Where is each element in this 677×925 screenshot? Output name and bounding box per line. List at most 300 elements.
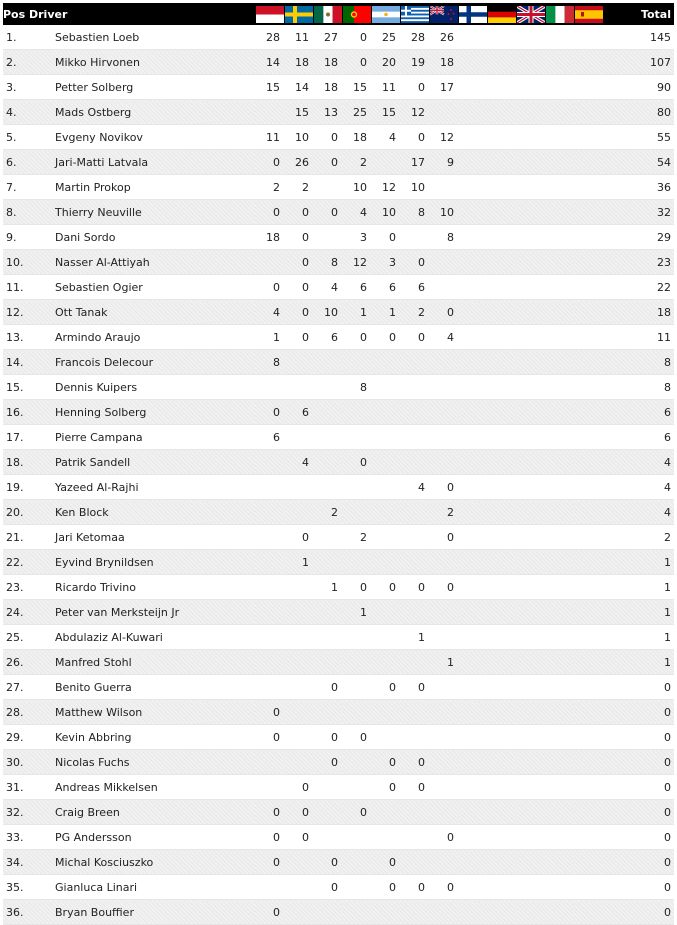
points-cell — [487, 650, 516, 675]
points-cell — [516, 575, 545, 600]
total-header: Total — [603, 3, 674, 25]
points-cell — [458, 450, 487, 475]
points-cell — [516, 825, 545, 850]
position-cell: 2. — [3, 50, 29, 75]
points-cell — [487, 250, 516, 275]
driver-name-cell: Benito Guerra — [29, 675, 255, 700]
points-cell — [516, 200, 545, 225]
position-cell: 15. — [3, 375, 29, 400]
points-cell: 0 — [371, 325, 400, 350]
points-cell: 15 — [371, 100, 400, 125]
points-cell: 28 — [400, 25, 429, 50]
position-cell: 18. — [3, 450, 29, 475]
points-cell — [284, 875, 313, 900]
points-cell — [458, 750, 487, 775]
points-cell — [371, 625, 400, 650]
points-cell — [545, 375, 574, 400]
points-cell — [458, 100, 487, 125]
driver-name-cell: Jari Ketomaa — [29, 525, 255, 550]
position-cell: 5. — [3, 125, 29, 150]
points-cell: 0 — [255, 850, 284, 875]
position-cell: 24. — [3, 600, 29, 625]
points-cell — [371, 500, 400, 525]
points-cell — [516, 100, 545, 125]
points-cell — [516, 550, 545, 575]
driver-name-cell: Ken Block — [29, 500, 255, 525]
points-cell — [429, 800, 458, 825]
points-cell — [487, 625, 516, 650]
points-cell: 0 — [255, 700, 284, 725]
points-cell — [342, 550, 371, 575]
points-cell: 6 — [342, 275, 371, 300]
points-cell — [516, 325, 545, 350]
total-points-cell: 0 — [603, 700, 674, 725]
points-cell — [458, 675, 487, 700]
points-cell: 0 — [342, 800, 371, 825]
points-cell — [487, 200, 516, 225]
points-cell — [487, 725, 516, 750]
points-cell — [574, 475, 603, 500]
driver-name-cell: Ricardo Trivino — [29, 575, 255, 600]
points-cell — [458, 625, 487, 650]
points-cell: 0 — [284, 525, 313, 550]
points-cell: 0 — [400, 125, 429, 150]
points-cell — [313, 350, 342, 375]
points-cell — [458, 400, 487, 425]
position-cell: 10. — [3, 250, 29, 275]
points-cell: 0 — [400, 575, 429, 600]
points-cell: 0 — [255, 825, 284, 850]
total-points-cell: 0 — [603, 850, 674, 875]
points-cell — [516, 50, 545, 75]
position-cell: 21. — [3, 525, 29, 550]
total-points-cell: 29 — [603, 225, 674, 250]
points-cell: 6 — [371, 275, 400, 300]
points-cell — [458, 300, 487, 325]
points-cell — [371, 600, 400, 625]
points-cell — [458, 325, 487, 350]
points-cell — [545, 325, 574, 350]
total-points-cell: 2 — [603, 525, 674, 550]
points-cell — [458, 75, 487, 100]
driver-name-cell: Francois Delecour — [29, 350, 255, 375]
points-cell: 14 — [284, 75, 313, 100]
points-cell — [545, 625, 574, 650]
points-cell: 18 — [429, 50, 458, 75]
points-cell: 0 — [342, 725, 371, 750]
points-cell — [545, 25, 574, 50]
points-cell — [255, 250, 284, 275]
points-cell — [487, 750, 516, 775]
points-cell — [429, 775, 458, 800]
points-cell — [487, 875, 516, 900]
points-cell — [458, 600, 487, 625]
driver-name-cell: Jari-Matti Latvala — [29, 150, 255, 175]
points-cell: 2 — [400, 300, 429, 325]
total-points-cell: 36 — [603, 175, 674, 200]
position-cell: 3. — [3, 75, 29, 100]
driver-name-cell: Bryan Bouffier — [29, 900, 255, 925]
points-cell: 0 — [284, 225, 313, 250]
points-cell — [516, 400, 545, 425]
points-cell: 1 — [255, 325, 284, 350]
table-row — [3, 575, 674, 600]
points-cell: 12 — [429, 125, 458, 150]
total-points-cell: 0 — [603, 675, 674, 700]
points-cell — [458, 200, 487, 225]
points-cell: 0 — [313, 200, 342, 225]
points-cell: 4 — [400, 475, 429, 500]
points-cell — [487, 900, 516, 925]
points-cell — [284, 500, 313, 525]
points-cell — [516, 150, 545, 175]
points-cell — [516, 850, 545, 875]
points-cell — [516, 475, 545, 500]
points-cell — [574, 550, 603, 575]
points-cell — [574, 425, 603, 450]
points-cell — [400, 400, 429, 425]
points-cell: 10 — [284, 125, 313, 150]
points-cell: 0 — [313, 675, 342, 700]
points-cell — [516, 225, 545, 250]
table-row — [3, 400, 674, 425]
points-cell — [516, 350, 545, 375]
points-cell — [545, 75, 574, 100]
points-cell: 27 — [313, 25, 342, 50]
table-row — [3, 775, 674, 800]
points-cell — [458, 350, 487, 375]
points-cell — [574, 900, 603, 925]
points-cell: 1 — [400, 625, 429, 650]
table-row — [3, 450, 674, 475]
points-cell: 0 — [342, 325, 371, 350]
total-points-cell: 0 — [603, 825, 674, 850]
points-cell — [574, 625, 603, 650]
points-cell — [458, 425, 487, 450]
points-cell — [400, 525, 429, 550]
driver-name-cell: Eyvind Brynildsen — [29, 550, 255, 575]
points-cell: 8 — [255, 350, 284, 375]
points-cell: 10 — [342, 175, 371, 200]
points-cell — [255, 650, 284, 675]
points-cell — [400, 350, 429, 375]
points-cell — [487, 600, 516, 625]
points-cell: 2 — [429, 500, 458, 525]
position-cell: 33. — [3, 825, 29, 850]
standings-table — [3, 3, 674, 925]
driver-name-cell: Evgeny Novikov — [29, 125, 255, 150]
points-cell: 18 — [255, 225, 284, 250]
points-cell — [313, 525, 342, 550]
points-cell: 1 — [284, 550, 313, 575]
points-cell: 10 — [313, 300, 342, 325]
points-cell: 0 — [429, 575, 458, 600]
points-cell: 17 — [400, 150, 429, 175]
points-cell — [545, 725, 574, 750]
points-cell — [371, 525, 400, 550]
points-cell: 0 — [371, 225, 400, 250]
points-cell — [545, 225, 574, 250]
points-cell — [313, 700, 342, 725]
position-cell: 14. — [3, 350, 29, 375]
points-cell — [342, 625, 371, 650]
driver-name-cell: Thierry Neuville — [29, 200, 255, 225]
points-cell — [313, 775, 342, 800]
points-cell — [371, 825, 400, 850]
points-cell — [487, 25, 516, 50]
points-cell: 0 — [313, 725, 342, 750]
total-points-cell: 4 — [603, 475, 674, 500]
points-cell — [371, 725, 400, 750]
points-cell — [429, 400, 458, 425]
points-cell — [400, 800, 429, 825]
driver-name-cell: PG Andersson — [29, 825, 255, 850]
points-cell — [487, 700, 516, 725]
total-points-cell: 8 — [603, 350, 674, 375]
points-cell — [458, 175, 487, 200]
points-cell — [574, 125, 603, 150]
points-cell — [516, 250, 545, 275]
points-cell — [342, 500, 371, 525]
points-cell — [400, 900, 429, 925]
position-cell: 4. — [3, 100, 29, 125]
position-cell: 32. — [3, 800, 29, 825]
points-cell — [574, 850, 603, 875]
points-cell — [429, 675, 458, 700]
points-cell — [574, 225, 603, 250]
points-cell — [255, 500, 284, 525]
points-cell: 2 — [255, 175, 284, 200]
points-cell — [574, 700, 603, 725]
points-cell: 0 — [400, 875, 429, 900]
points-cell — [516, 750, 545, 775]
total-points-cell: 1 — [603, 575, 674, 600]
points-cell — [574, 750, 603, 775]
points-cell — [545, 500, 574, 525]
points-cell: 4 — [371, 125, 400, 150]
driver-name-cell: Sebastien Loeb — [29, 25, 255, 50]
points-cell — [400, 500, 429, 525]
points-cell — [545, 250, 574, 275]
points-cell — [574, 200, 603, 225]
total-points-cell: 145 — [603, 25, 674, 50]
points-cell — [458, 250, 487, 275]
position-cell: 16. — [3, 400, 29, 425]
driver-name-cell: Nicolas Fuchs — [29, 750, 255, 775]
points-cell — [284, 375, 313, 400]
points-cell — [516, 625, 545, 650]
points-cell: 0 — [342, 50, 371, 75]
points-cell — [487, 475, 516, 500]
points-cell — [429, 700, 458, 725]
points-cell — [400, 650, 429, 675]
points-cell: 0 — [255, 400, 284, 425]
points-cell — [545, 750, 574, 775]
points-cell: 8 — [429, 225, 458, 250]
table-row — [3, 900, 674, 925]
points-cell — [545, 675, 574, 700]
points-cell — [371, 650, 400, 675]
points-cell: 0 — [284, 300, 313, 325]
points-cell: 10 — [429, 200, 458, 225]
points-cell: 12 — [371, 175, 400, 200]
points-cell — [284, 350, 313, 375]
points-cell: 2 — [342, 150, 371, 175]
position-cell: 8. — [3, 200, 29, 225]
points-cell — [574, 25, 603, 50]
points-cell: 19 — [400, 50, 429, 75]
total-points-cell: 0 — [603, 750, 674, 775]
points-cell — [313, 475, 342, 500]
points-cell — [545, 350, 574, 375]
position-cell: 19. — [3, 475, 29, 500]
points-cell — [400, 225, 429, 250]
total-points-cell: 90 — [603, 75, 674, 100]
points-cell — [487, 575, 516, 600]
points-cell — [371, 425, 400, 450]
position-cell: 34. — [3, 850, 29, 875]
points-cell: 0 — [255, 800, 284, 825]
points-cell: 0 — [313, 750, 342, 775]
points-cell — [458, 825, 487, 850]
position-cell: 28. — [3, 700, 29, 725]
points-cell — [255, 625, 284, 650]
argentina-flag-icon — [371, 3, 400, 25]
points-cell — [516, 175, 545, 200]
table-row — [3, 100, 674, 125]
driver-name-cell: Peter van Merksteijn Jr — [29, 600, 255, 625]
table-row — [3, 425, 674, 450]
points-cell — [487, 400, 516, 425]
points-cell: 0 — [400, 250, 429, 275]
portugal-flag-icon — [342, 3, 371, 25]
points-cell: 3 — [371, 250, 400, 275]
points-cell — [313, 900, 342, 925]
points-cell: 0 — [284, 250, 313, 275]
points-cell — [284, 425, 313, 450]
points-cell — [458, 275, 487, 300]
points-cell — [342, 900, 371, 925]
points-cell: 0 — [371, 675, 400, 700]
standings-body — [3, 25, 674, 925]
driver-name-cell: Armindo Araujo — [29, 325, 255, 350]
points-cell — [313, 175, 342, 200]
points-cell: 0 — [255, 900, 284, 925]
points-cell — [429, 550, 458, 575]
points-cell — [545, 200, 574, 225]
points-cell — [284, 650, 313, 675]
points-cell — [487, 325, 516, 350]
points-cell — [545, 550, 574, 575]
driver-name-cell: Gianluca Linari — [29, 875, 255, 900]
points-cell — [458, 900, 487, 925]
points-cell — [487, 300, 516, 325]
total-points-cell: 55 — [603, 125, 674, 150]
points-cell — [574, 350, 603, 375]
points-cell — [429, 375, 458, 400]
points-cell — [545, 275, 574, 300]
total-points-cell: 32 — [603, 200, 674, 225]
points-cell — [255, 100, 284, 125]
table-row — [3, 125, 674, 150]
points-cell — [574, 450, 603, 475]
points-cell — [516, 275, 545, 300]
points-cell — [545, 775, 574, 800]
points-cell — [516, 450, 545, 475]
new-zealand-flag-icon — [429, 3, 458, 25]
total-points-cell: 0 — [603, 800, 674, 825]
points-cell — [545, 700, 574, 725]
points-cell — [487, 825, 516, 850]
driver-name-cell: Henning Solberg — [29, 400, 255, 425]
points-cell — [487, 275, 516, 300]
table-row — [3, 550, 674, 575]
points-cell — [487, 525, 516, 550]
table-row — [3, 625, 674, 650]
position-cell: 36. — [3, 900, 29, 925]
points-cell: 0 — [313, 875, 342, 900]
points-cell — [574, 775, 603, 800]
points-cell — [429, 750, 458, 775]
points-cell — [342, 400, 371, 425]
sweden-flag-icon — [284, 3, 313, 25]
points-cell — [545, 825, 574, 850]
points-cell — [371, 400, 400, 425]
points-cell: 0 — [342, 25, 371, 50]
points-cell: 6 — [255, 425, 284, 450]
driver-header: Driver — [29, 3, 255, 25]
points-cell: 0 — [371, 875, 400, 900]
points-cell — [545, 900, 574, 925]
points-cell — [545, 450, 574, 475]
position-cell: 30. — [3, 750, 29, 775]
points-cell — [574, 325, 603, 350]
table-row — [3, 875, 674, 900]
points-cell: 0 — [400, 675, 429, 700]
position-cell: 26. — [3, 650, 29, 675]
table-row — [3, 275, 674, 300]
points-cell — [574, 175, 603, 200]
points-cell: 1 — [342, 600, 371, 625]
points-cell: 20 — [371, 50, 400, 75]
position-cell: 11. — [3, 275, 29, 300]
points-cell — [429, 450, 458, 475]
points-cell — [545, 100, 574, 125]
points-cell — [516, 775, 545, 800]
points-cell — [487, 450, 516, 475]
points-cell — [487, 550, 516, 575]
points-cell — [574, 600, 603, 625]
points-cell — [545, 400, 574, 425]
points-cell — [545, 800, 574, 825]
points-cell — [255, 575, 284, 600]
total-points-cell: 22 — [603, 275, 674, 300]
points-cell — [342, 875, 371, 900]
points-cell — [255, 675, 284, 700]
points-cell — [255, 475, 284, 500]
points-cell: 15 — [342, 75, 371, 100]
position-cell: 7. — [3, 175, 29, 200]
points-cell — [574, 500, 603, 525]
points-cell — [313, 375, 342, 400]
points-cell: 28 — [255, 25, 284, 50]
points-cell — [574, 250, 603, 275]
points-cell — [313, 625, 342, 650]
points-cell: 0 — [400, 775, 429, 800]
driver-name-cell: Dennis Kuipers — [29, 375, 255, 400]
table-row — [3, 300, 674, 325]
points-cell — [255, 600, 284, 625]
